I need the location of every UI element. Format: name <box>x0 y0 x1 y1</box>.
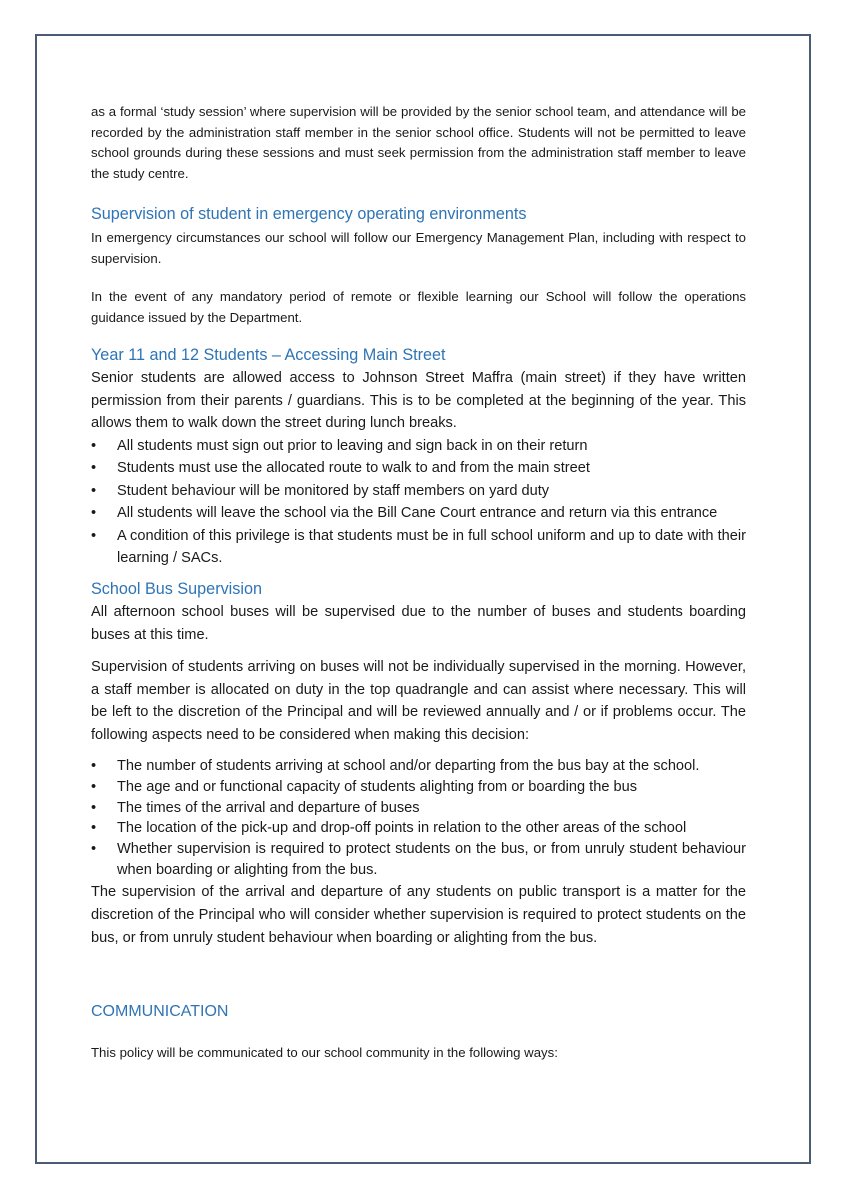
bullet-icon: • <box>91 778 97 795</box>
emergency-paragraph-2: In the event of any mandatory period of remote or flexible learning our School will follow the operations guidance issued by the Department. <box>91 289 746 325</box>
communication-section <box>91 1001 746 1064</box>
bus-paragraph-3: The supervision of the arrival and departure of any students on public transport is a matter for the discretion of the Principal who will consider whether supervision is required to protect students on the bus, or from unruly student behaviour when boarding or alighting from the bus. <box>91 883 746 946</box>
intro-section <box>91 102 746 184</box>
list-item: • The times of the arrival and departure of buses <box>91 798 746 819</box>
communication-heading: COMMUNICATION <box>91 1003 229 1020</box>
list-item: • Students must use the allocated route to walk to and from the main street <box>91 457 746 480</box>
intro-paragraph: as a formal ‘study session’ where supervision will be provided by the senior school team, and attendance will be recorded by the administration staff member in the senior school office. Students will not be permitted to leave school grounds during these sessions and must seek permission from the administration staff member to leave the study centre. <box>91 104 746 181</box>
list-item: • The age and or functional capacity of students alighting from or boarding the bus <box>91 777 746 798</box>
list-item: • All students will leave the school via the Bill Cane Court entrance and return via this entrance <box>91 502 746 525</box>
bus-paragraph-2: Supervision of students arriving on buses will not be individually supervised in the morning. However, a staff member is allocated on duty in the top quadrangle and can assist where necessary. This will be left to the discretion of the Principal and will be reviewed annually and / or if problems occur. The following aspects need to be considered when making this decision: <box>91 659 746 743</box>
main-street-paragraph: Senior students are allowed access to Johnson Street Maffra (main street) if they have written permission from their parents / guardians. This is to be completed at the beginning of the year. This allows them to walk down the street during lunch breaks. <box>91 370 746 431</box>
bullet-icon: • <box>91 758 97 774</box>
bullet-icon: • <box>91 437 97 454</box>
bullet-icon: • <box>91 482 97 499</box>
emergency-section <box>91 203 746 328</box>
list-item: • All students must sign out prior to leaving and sign back in on their return <box>91 435 746 458</box>
list-item: • The location of the pick-up and drop-off points in relation to the other areas of the school <box>91 818 746 839</box>
bullet-icon: • <box>91 841 97 858</box>
emergency-paragraph-1: In emergency circumstances our school will follow our Emergency Management Plan, including with respect to supervision. <box>91 230 746 266</box>
bullet-icon: • <box>91 820 97 837</box>
bullet-icon: • <box>91 799 97 816</box>
bullet-icon: • <box>91 527 97 544</box>
bus-heading: School Bus Supervision <box>91 580 262 598</box>
bus-list <box>91 756 746 881</box>
main-street-heading: Year 11 and 12 Students – Accessing Main Street <box>91 346 446 364</box>
main-street-list <box>91 435 746 570</box>
communication-paragraph: This policy will be communicated to our school community in the following ways: <box>91 1045 558 1060</box>
bullet-icon: • <box>91 505 97 521</box>
list-item: • A condition of this privilege is that students must be in full school uniform and up to date with their learning / SACs. <box>91 525 746 570</box>
emergency-heading: Supervision of student in emergency operating environments <box>91 205 527 223</box>
list-item: • Student behaviour will be monitored by staff members on yard duty <box>91 480 746 503</box>
bus-section <box>91 578 746 950</box>
list-item: • The number of students arriving at school and/or departing from the bus bay at the school. <box>91 756 746 777</box>
main-street-section <box>91 344 746 570</box>
bus-paragraph-1: All afternoon school buses will be supervised due to the number of buses and students boarding buses at this time. <box>91 604 746 643</box>
list-item: • Whether supervision is required to protect students on the bus, or from unruly student behaviour when boarding or alighting from the bus. <box>91 841 746 878</box>
bullet-icon: • <box>91 460 97 476</box>
